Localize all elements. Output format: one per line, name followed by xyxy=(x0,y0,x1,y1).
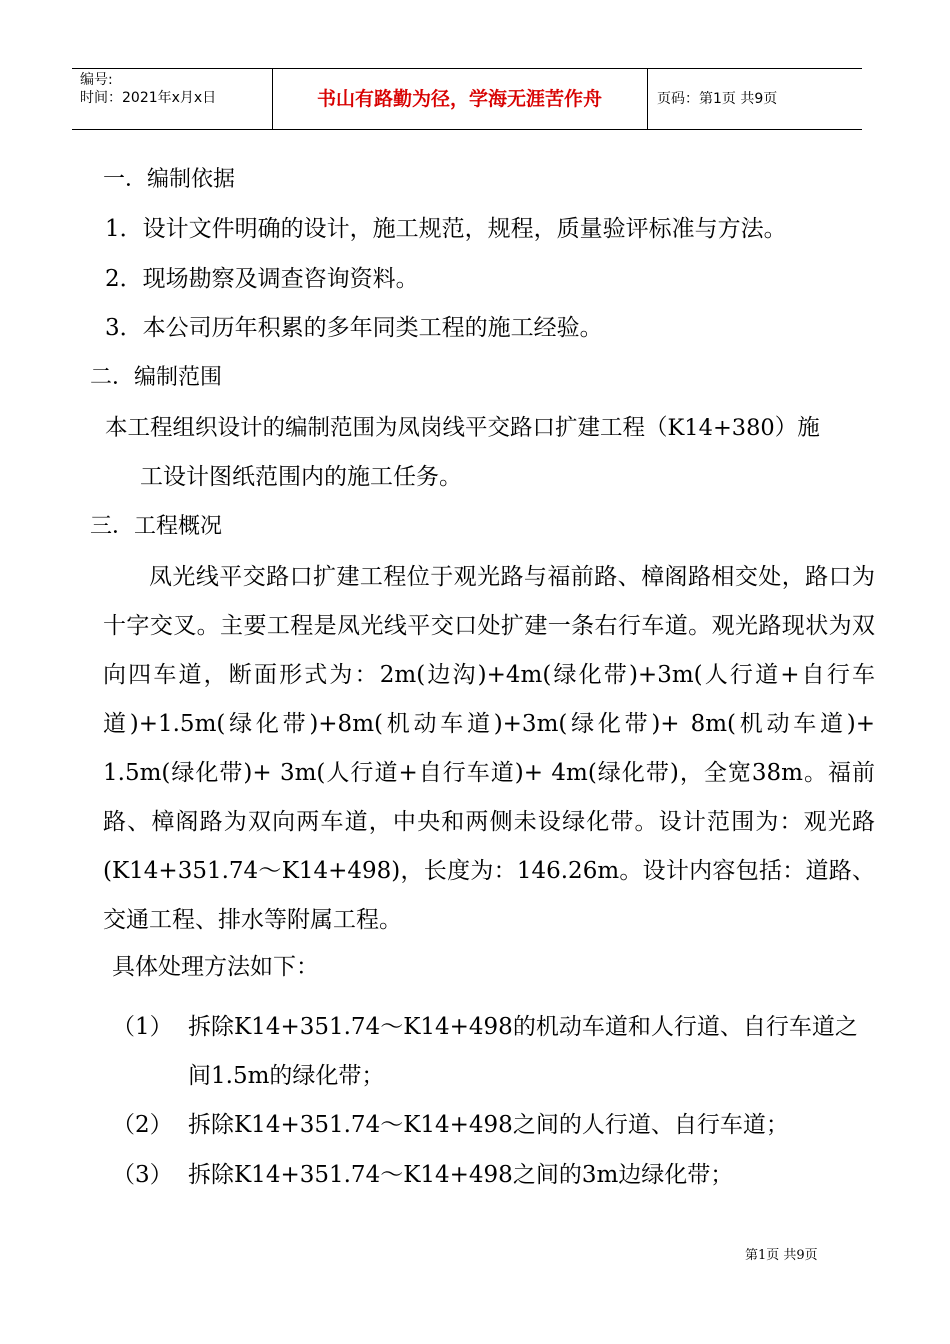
section-1-item-2: 2．现场勘察及调查咨询资料。 xyxy=(105,266,419,292)
section-1-item-3: 3．本公司历年积累的多年同类工程的施工经验。 xyxy=(105,315,603,341)
header-middle-cell xyxy=(272,69,648,129)
method-1-line-1: 拆除K14+351.74～K14+498的机动车道和人行道、自行车道之 xyxy=(188,1014,858,1040)
number-label: 编号: xyxy=(80,72,113,88)
method-1-number: （1） xyxy=(112,1014,173,1040)
method-intro: 具体处理方法如下： xyxy=(112,954,319,980)
header-motto: 书山有路勤为径，学海无涯苦作舟 xyxy=(316,88,602,110)
header-left-cell xyxy=(72,69,273,129)
section-2-heading: 二．编制范围 xyxy=(90,365,223,390)
footer-page-info: 第1页 共9页 xyxy=(745,1248,818,1263)
time-label: 时间：2021年x月x日 xyxy=(80,90,217,106)
method-3-number: （3） xyxy=(112,1162,173,1188)
method-2-number: （2） xyxy=(112,1112,173,1138)
header-right-cell xyxy=(647,69,862,129)
page-header xyxy=(72,68,862,130)
method-3-line-1: 拆除K14+351.74～K14+498之间的3m边绿化带； xyxy=(188,1162,734,1188)
method-2-line-1: 拆除K14+351.74～K14+498之间的人行道、自行车道； xyxy=(188,1112,789,1138)
method-1-line-2: 间1.5m的绿化带； xyxy=(188,1063,385,1089)
header-page-info: 页码：第1页 共9页 xyxy=(657,91,778,107)
section-1-heading: 一．编制依据 xyxy=(103,167,236,192)
section-3-paragraph: 凤光线平交路口扩建工程位于观光路与福前路、樟阁路相交处，路口为十字交叉。主要工程是凤光线平交口处扩建一条右行车道。观光路现状为双向四车道，断面形式为：2m(边沟)+4m(绿化带)+3m(人行道+自行车道)+1.5m(绿化带)+8m(机动车道)+3m(绿化带)+ 8m(机动车道)+ 1.5m(绿化带)+ 3m(人行道+自行车道)+ 4m(绿化带)，全宽38m。福前路、樟阁路为双向两车道，中央和两侧未设绿化带。设计范围为：观光路(K14+351.74～K14+498)，长度为：146.26m。设计内容包括：道路、交通工程、排水等附属工程。 xyxy=(103,564,875,933)
section-2-line-1: 本工程组织设计的编制范围为凤岗线平交路口扩建工程（K14+380）施 xyxy=(105,415,820,441)
section-3-heading: 三．工程概况 xyxy=(90,514,223,539)
section-2-line-2: 工设计图纸范围内的施工任务。 xyxy=(140,464,462,490)
section-1-item-1: 1．设计文件明确的设计，施工规范，规程，质量验评标准与方法。 xyxy=(105,216,787,242)
